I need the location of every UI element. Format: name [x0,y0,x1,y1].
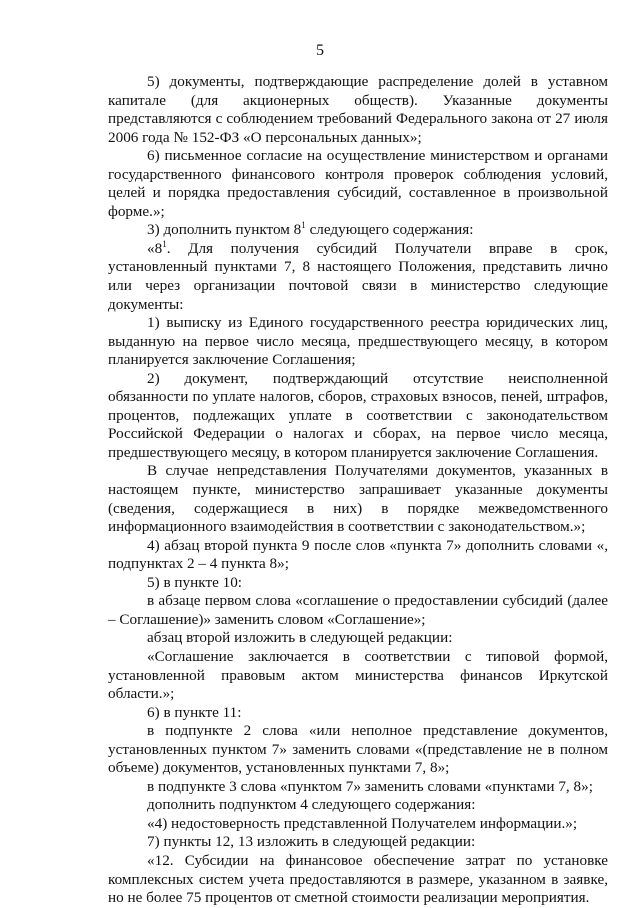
paragraph: 7) пункты 12, 13 изложить в следующей редакции: [147,833,476,851]
paragraph: 5) в пункте 10: [147,573,243,591]
page-number: 5 [316,42,324,59]
paragraph-text: следующего содержания: [305,221,474,239]
paragraph: 1) выписку из Единого государственного реестра юридических лиц, выданную на первое число месяца, предшествующего месяцу, в котором планируется заключение Соглашения; [108,314,608,369]
superscript: 1 [162,238,167,249]
superscript: 1 [301,220,306,231]
paragraph: 6) в пункте 11: [147,703,242,721]
paragraph: «4) недостоверность представленной Получателем информации.»; [147,814,578,832]
paragraph: «12. Субсидии на финансовое обеспечение затрат по установке комплексных систем учета предоставляются в размере, указанном в заявке, но не более 75 процентов от сметной стоимости реализации мероприятия. [108,851,608,907]
paragraph: 5) документы, подтверждающие распределение долей в уставном капитале (для акционерных обществ). Указанные документы представляются с соблюдением требований Федерального закона от 27 июля 2006 года № 152-ФЗ «О персональных данных»; [108,73,608,146]
paragraph: в подпункте 3 слова «пунктом 7» заменить словами «пунктами 7, 8»; [147,777,593,795]
paragraph: дополнить подпунктом 4 следующего содержания: [147,796,476,814]
paragraph: в подпункте 2 слова «или неполное представление документов, установленных пунктом 7» заменить словами «(представление не в полном объеме) документов, установленных пунктами 7, 8»; [108,722,608,777]
paragraph: «Соглашение заключается в соответствии с типовой формой, установленной правовым актом министерства финансов Иркутской области.»; [108,647,608,703]
paragraph: в абзаце первом слова «соглашение о предоставлении субсидий (далее – Соглашение)» заменить словом «Соглашение»; [108,592,608,628]
paragraph: В случае непредставления Получателями документов, указанных в настоящем пункте, министерство запрашивает указанные документы (сведения, содержащиеся в них) в порядке межведомственного информационного взаимодействия в соответствии с законодательством.»; [108,462,608,536]
document-body [108,73,608,908]
paragraph [108,240,608,314]
paragraph: 4) абзац второй пункта 9 после слов «пункта 7» дополнить словами «, подпунктах 2 – 4 пункта 8»; [108,536,608,573]
paragraph: 2) документ, подтверждающий отсутствие неисполненной обязанности по уплате налогов, сборов, страховых взносов, пеней, штрафов, процентов, подлежащих уплате в соответствии с законодательством Российской Федерации о налогах и сборах, на первое число месяца, предшествующего месяцу, в котором планируется заключение Соглашения. [108,369,608,461]
paragraph-text: 3) дополнить пунктом 8 [147,221,302,239]
paragraph-text: . Для получения субсидий Получатели вправе в срок, установленный пунктами 7, 8 настоящего Положения, представить лично или через организации почтовой связи в министерство следующие документы: [108,239,608,313]
paragraph-text: «8 [147,239,163,257]
paragraph [108,221,608,240]
paragraph: абзац второй изложить в следующей редакции: [147,629,453,647]
paragraph: 6) письменное согласие на осуществление министерством и органами государственного финансового контроля проверок соблюдения условий, целей и порядка предоставления субсидий, составленное в произвольной форме.»; [108,147,608,220]
